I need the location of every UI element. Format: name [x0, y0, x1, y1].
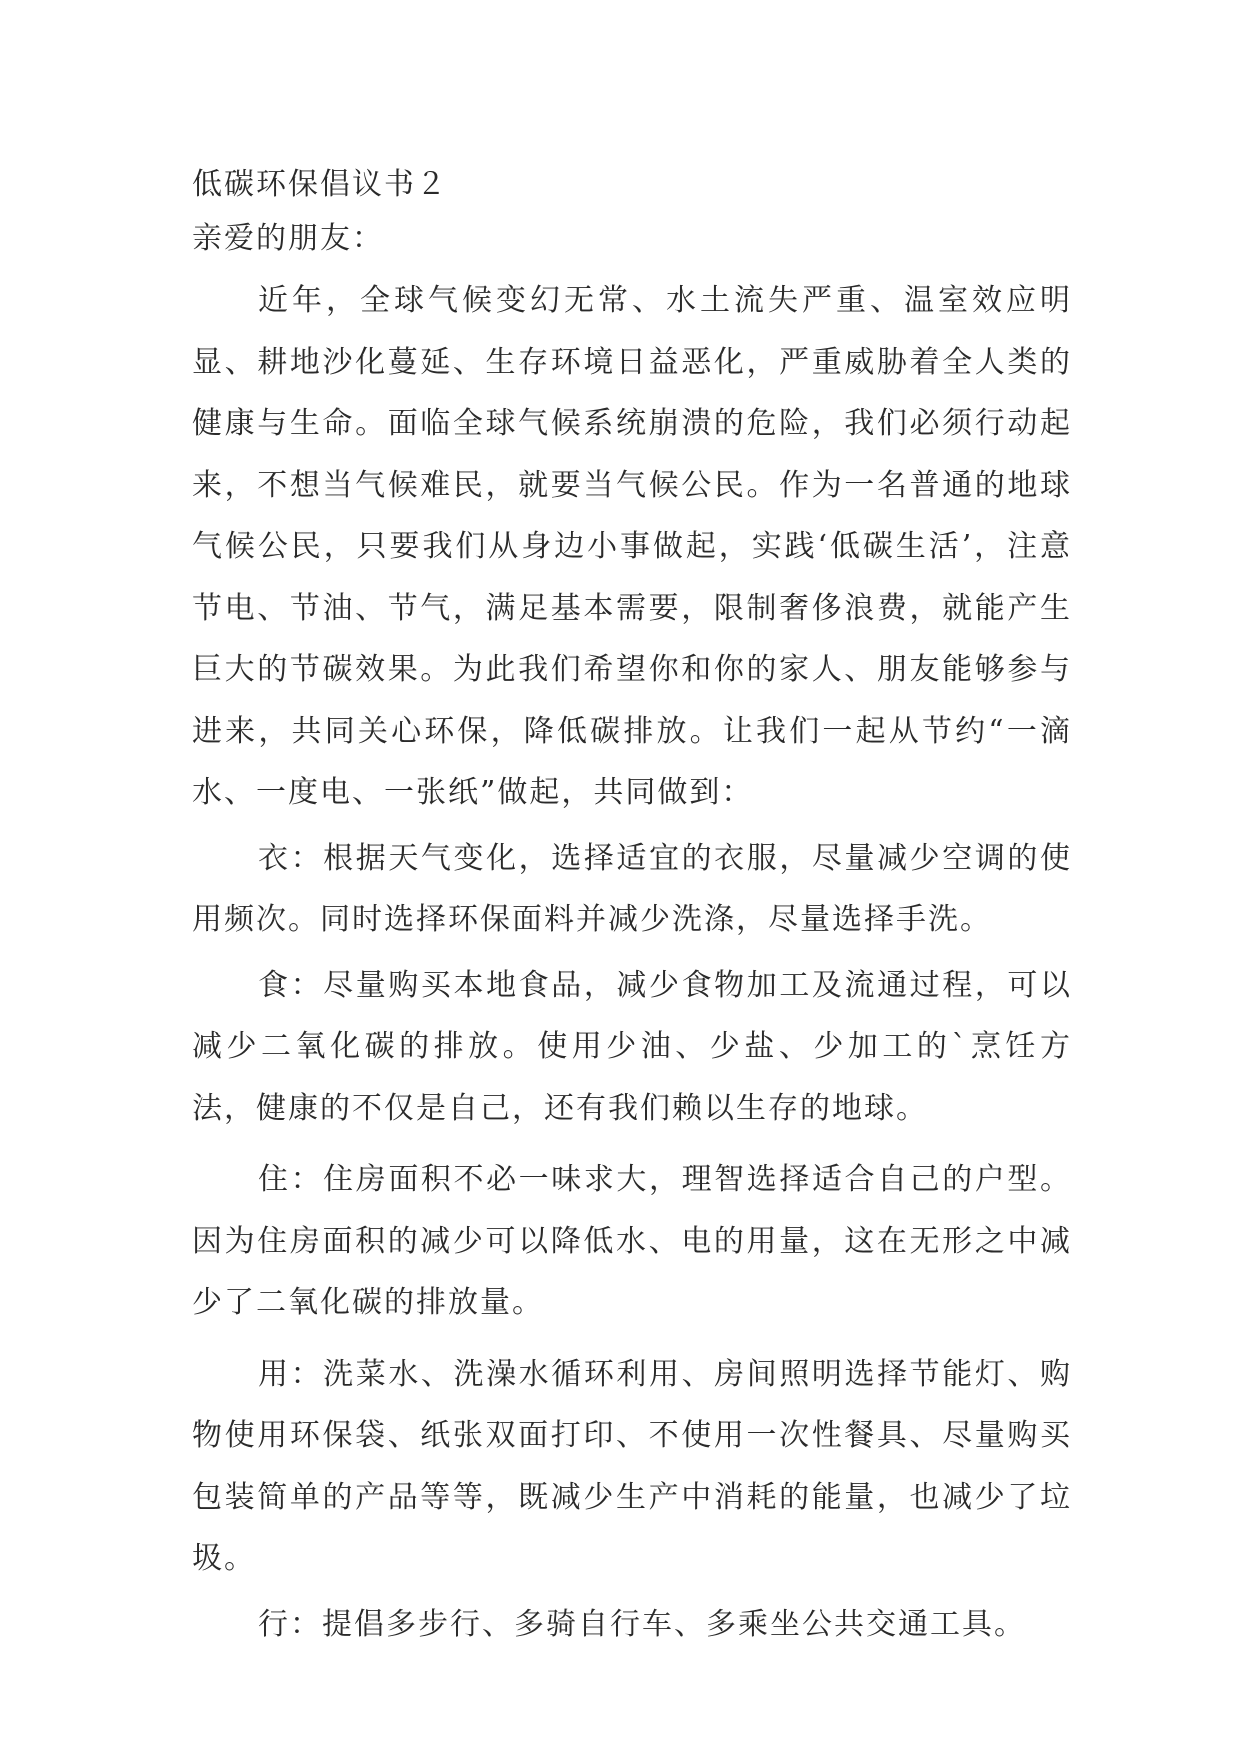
- document-body: [192, 158, 1072, 1655]
- paragraph-intro: 近年，全球气候变幻无常、水土流失严重、温室效应明显、耕地沙化蔓延、生存环境日益恶化，严重威胁着全人类的健康与生命。面临全球气候系统崩溃的危险，我们必须行动起来，不想当气候难民，就要当气候公民。作为一名普通的地球气候公民，只要我们从身边小事做起，实践‘低碳生活’，注意节电、节油、节气，满足基本需要，限制奢侈浪费，就能产生巨大的节碳效果。为此我们希望你和你的家人、朋友能够参与进来，共同关心环保，降低碳排放。让我们一起从节约“一滴水、一度电、一张纸”做起，共同做到：: [192, 283, 1072, 810]
- document-title: 低碳环保倡议书２: [192, 167, 448, 202]
- paragraph-usage: 用：洗菜水、洗澡水循环利用、房间照明选择节能灯、购物使用环保袋、纸张双面打印、不使用一次性餐具、尽量购买包装简单的产品等等，既减少生产中消耗的能量，也减少了垃圾。: [192, 1356, 1072, 1576]
- paragraph-travel: 行：提倡多步行、多骑自行车、多乘坐公共交通工具。: [258, 1606, 1026, 1642]
- paragraph-clothing: 衣：根据天气变化，选择适宜的衣服，尽量减少空调的使用频次。同时选择环保面料并减少洗涤，尽量选择手洗。: [192, 840, 1072, 937]
- paragraph-housing: 住：住房面积不必一味求大，理智选择适合自己的户型。因为住房面积的减少可以降低水、电的用量，这在无形之中减少了二氧化碳的排放量。: [192, 1162, 1072, 1320]
- greeting: 亲爱的朋友：: [192, 221, 384, 256]
- paragraph-food: 食：尽量购买本地食品，减少食物加工及流通过程，可以减少二氧化碳的排放。使用少油、少盐、少加工的`烹饪方法，健康的不仅是自己，还有我们赖以生存的地球。: [192, 967, 1072, 1126]
